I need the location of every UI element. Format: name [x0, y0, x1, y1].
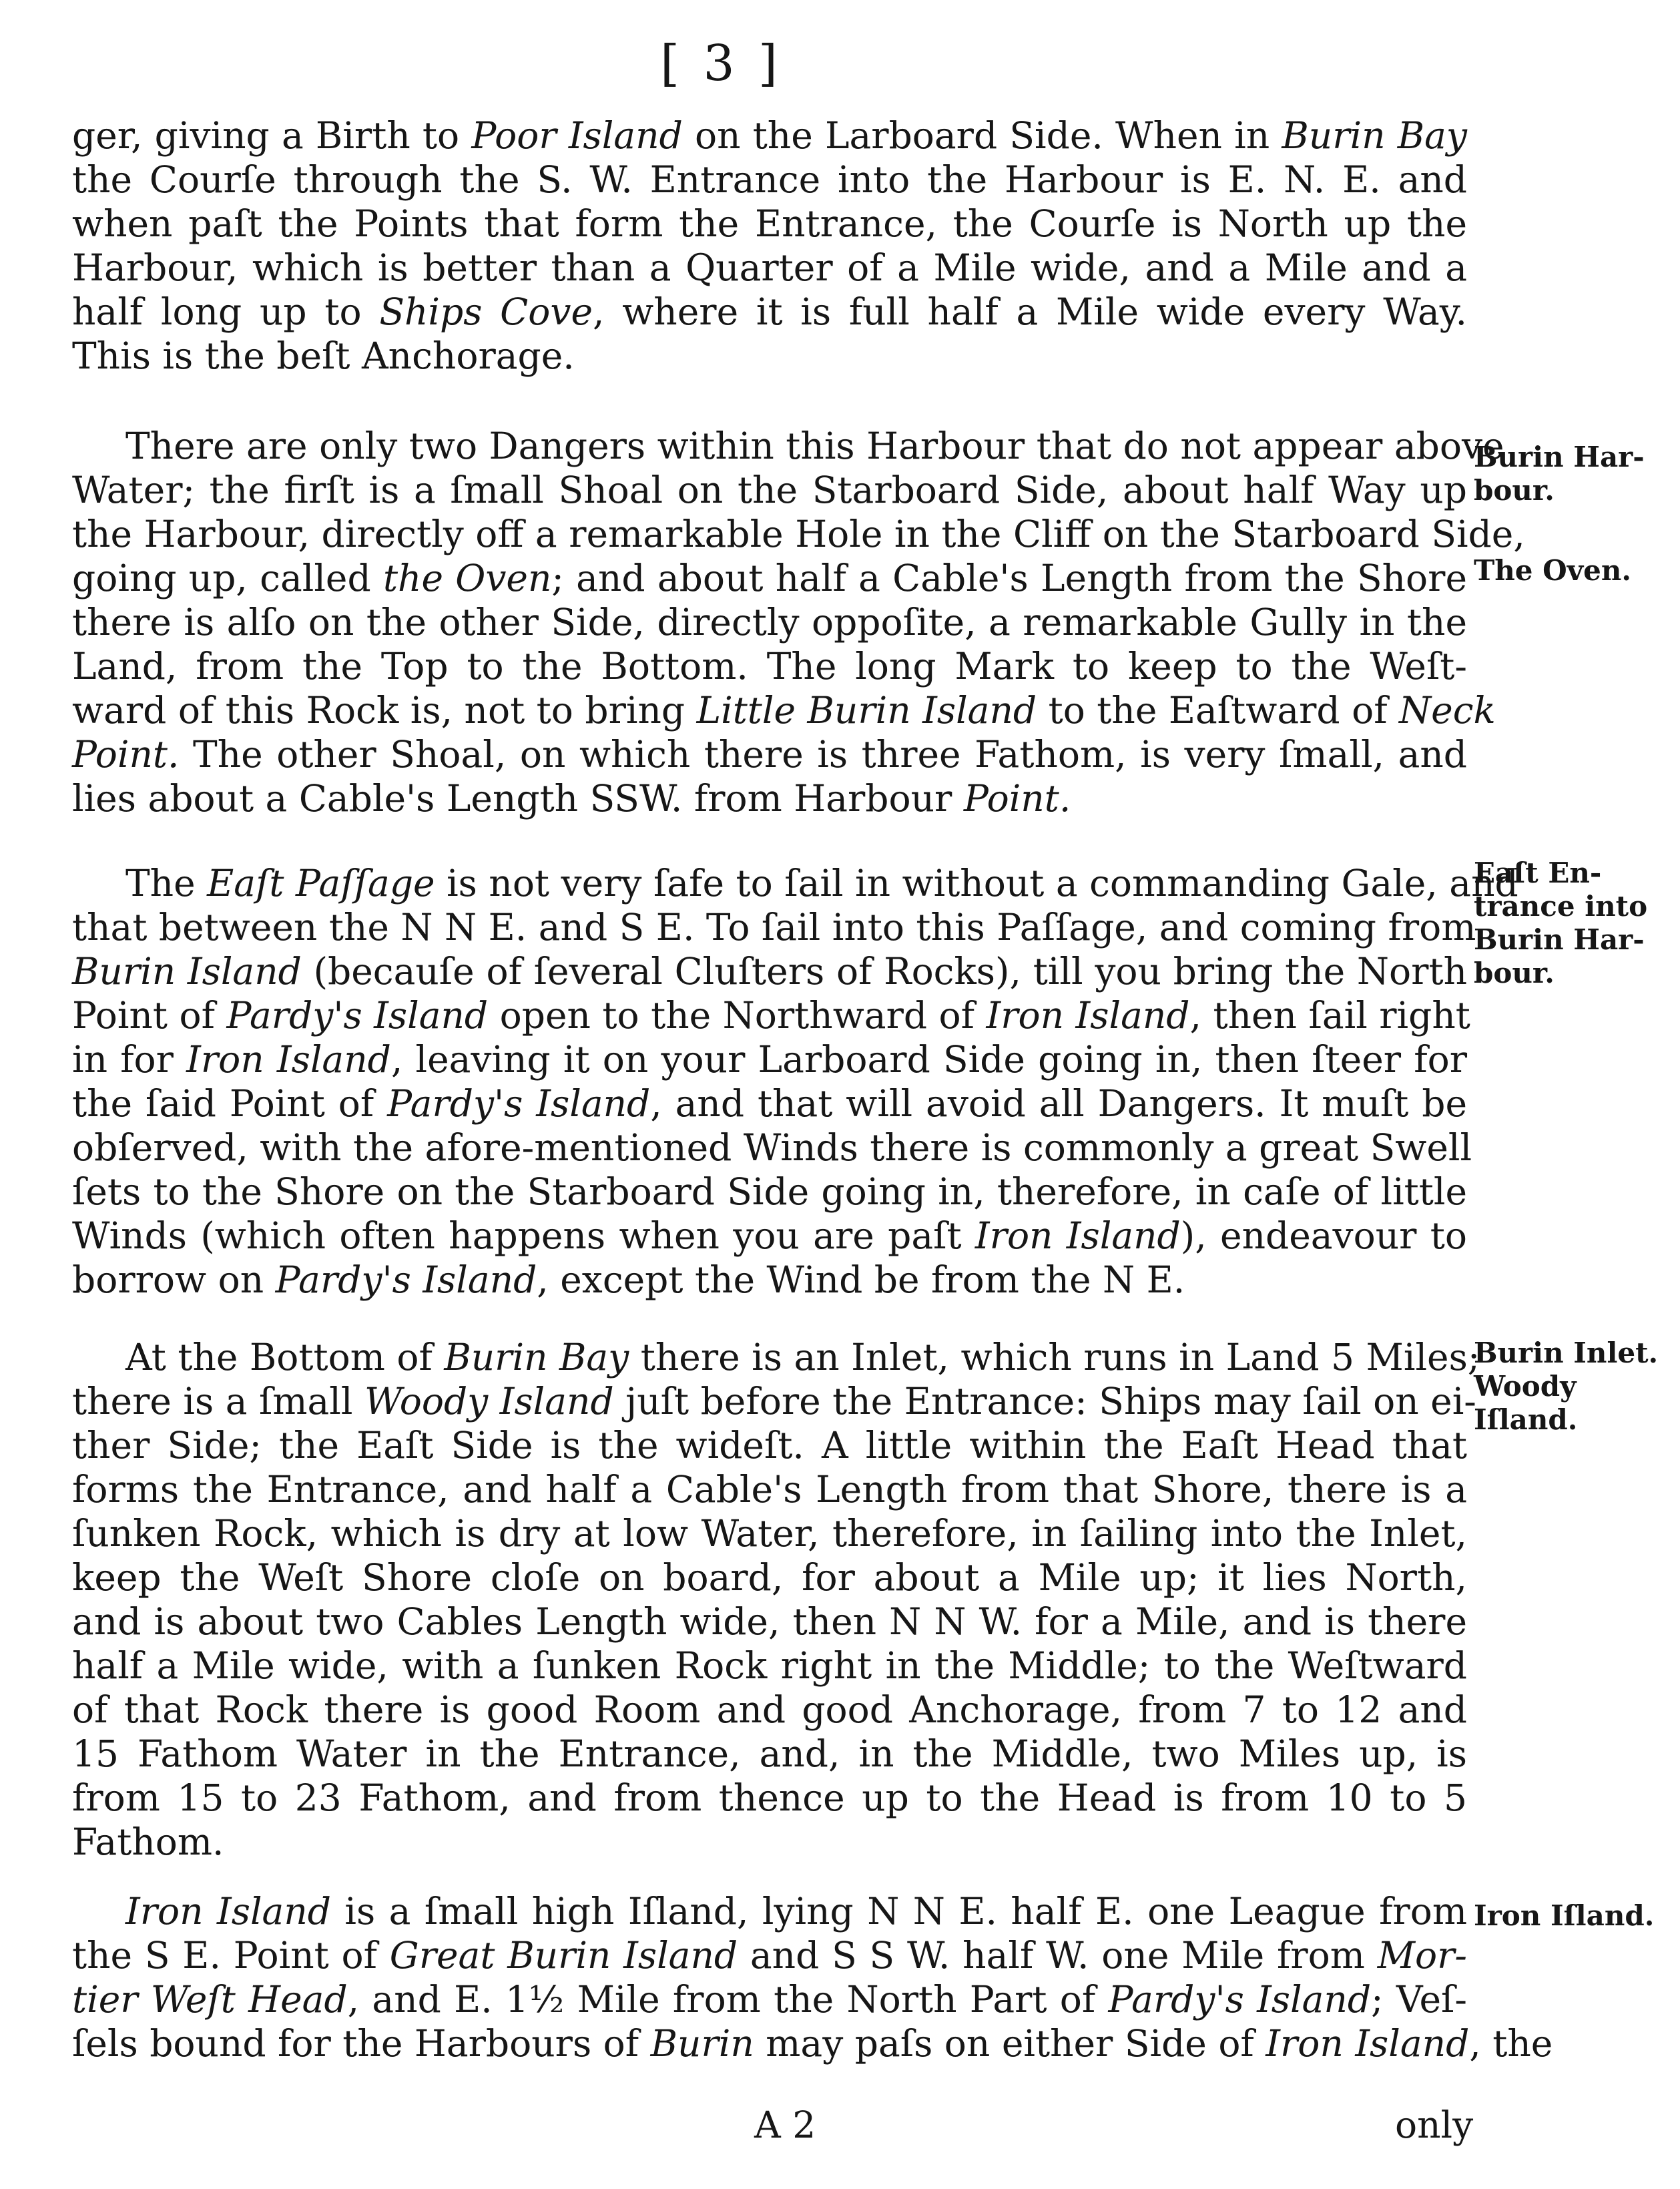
text-line: Point of Pardy's Island open to the Northward of Iron Island, then ſail right [72, 994, 1470, 1037]
text-line: ſels bound for the Harbours of Burin may paſs on either Side of Iron Island, the [72, 2022, 1553, 2065]
margin-note-line: Burin Har- [1474, 923, 1645, 956]
text-line: going up, called the Oven; and about half a Cable's Length from the Shore [72, 557, 1468, 599]
text-line: and is about two Cables Length wide, then N N W. for a Mile, and is there [72, 1600, 1467, 1643]
text-line: the S E. Point of Great Burin Island and S S W. half W. one Mile from Mor- [72, 1934, 1467, 1977]
paragraph-2 [72, 424, 1525, 820]
text-line: in for Iron Island, leaving it on your Larboard Side going in, then ſteer for [72, 1038, 1468, 1081]
margin-note-line: bour. [1474, 474, 1555, 507]
text-line: from 15 to 23 Fathom, and from thence up to the Head is from 10 to 5 [72, 1776, 1467, 1819]
page-number: [ 3 ] [660, 35, 782, 92]
text-line: 15 Fathom Water in the Entrance, and, in the Middle, two Miles up, is [72, 1732, 1467, 1775]
margin-note-line: Eaſt En- [1474, 857, 1602, 889]
text-line: there is a ſmall Woody Island juſt before the Entrance: Ships may ſail on ei- [72, 1380, 1476, 1423]
text-line: when paſt the Points that form the Entrance, the Courſe is North up the [72, 202, 1467, 245]
signature-mark: A 2 [754, 2104, 816, 2146]
text-line: half long up to Ships Cove, where it is full half a Mile wide every Way. [72, 290, 1467, 333]
text-line: the Harbour, directly off a remarkable Hole in the Cliff on the Starboard Side, [72, 513, 1525, 555]
text-line: of that Rock there is good Room and good Anchorage, from 7 to 12 and [72, 1688, 1467, 1731]
text-line: keep the Weſt Shore cloſe on board, for about a Mile up; it lies North, [72, 1556, 1467, 1599]
catchword: only [1395, 2104, 1474, 2146]
margin-note-line: Burin Inlet. [1474, 1336, 1659, 1369]
margin-note-burin-harbour [1474, 441, 1680, 507]
text-line: forms the Entrance, and half a Cable's Length from that Shore, there is a [72, 1468, 1467, 1511]
text-line: ſets to the Shore on the Starboard Side going in, therefore, in caſe of little [72, 1170, 1467, 1213]
margin-note-line: Burin Har- [1474, 441, 1645, 473]
text-line: Burin Island (becauſe of ſeveral Cluſters of Rocks), till you bring the North [72, 950, 1467, 993]
margin-note-line: Iſland. [1474, 1403, 1578, 1436]
margin-note-the-oven [1474, 554, 1680, 587]
margin-note-line: trance into [1474, 890, 1648, 923]
text-line: At the Bottom of Burin Bay there is an Inlet, which runs in Land 5 Miles; [125, 1336, 1480, 1379]
text-line: ther Side; the Eaſt Side is the wideſt. A little within the Eaſt Head that [72, 1424, 1467, 1467]
text-line: ward of this Rock is, not to bring Little Burin Island to the Eaſtward of Neck [72, 689, 1496, 732]
text-line: that between the N N E. and S E. To ſail into this Paſſage, and coming from [72, 906, 1476, 949]
text-line: Land, from the Top to the Bottom. The long Mark to keep to the Weſt- [72, 645, 1467, 688]
margin-note-line: The Oven. [1474, 554, 1632, 587]
text-line: the ſaid Point of Pardy's Island, and that will avoid all Dangers. It muſt be [72, 1082, 1468, 1125]
text-line: lies about a Cable's Length SSW. from Harbour Point. [72, 777, 1071, 820]
paragraph-4 [72, 1335, 1480, 1864]
text-line: Winds (which often happens when you are paſt Iron Island), endeavour to [72, 1214, 1467, 1257]
text-line: tier Weſt Head, and E. 1½ Mile from the North Part of Pardy's Island; Veſ- [72, 1978, 1467, 2021]
text-line: Iron Island is a ſmall high Iſland, lying N N E. half E. one League from [125, 1890, 1467, 1933]
text-line: ger, giving a Birth to Poor Island on the Larboard Side. When in Burin Bay [72, 114, 1467, 157]
text-line: there is alſo on the other Side, directly oppoſite, a remarkable Gully in the [72, 601, 1467, 644]
text-line: ſunken Rock, which is dry at low Water, therefore, in ſailing into the Inlet, [72, 1512, 1467, 1555]
margin-note-line: bour. [1474, 957, 1555, 989]
text-line: Fathom. [72, 1820, 224, 1863]
margin-note-burin-inlet [1474, 1336, 1680, 1437]
text-line: borrow on Pardy's Island, except the Wind be from the N E. [72, 1258, 1185, 1301]
text-line: Point. The other Shoal, on which there is three Fathom, is very ſmall, and [72, 733, 1467, 776]
text-line: Harbour, which is better than a Quarter of a Mile wide, and a Mile and a [72, 246, 1467, 289]
text-line: Water; the firſt is a ſmall Shoal on the Starboard Side, about half Way up [72, 469, 1467, 511]
paragraph-5 [72, 1889, 1553, 2065]
paragraph-1 [72, 113, 1467, 378]
text-line: This is the beſt Anchorage. [72, 334, 575, 377]
margin-note-line: Woody [1474, 1370, 1577, 1403]
text-line: There are only two Dangers within this Harbour that do not appear above [125, 425, 1504, 467]
text-line: half a Mile wide, with a ſunken Rock right in the Middle; to the Weſtward [72, 1644, 1467, 1687]
text-line: obſerved, with the afore-mentioned Winds there is commonly a great Swell [72, 1126, 1472, 1169]
margin-note-east-entrance [1474, 857, 1680, 990]
text-line: The Eaſt Paſſage is not very ſafe to ſail in without a commanding Gale, and [125, 862, 1518, 905]
text-line: the Courſe through the S. W. Entrance into the Harbour is E. N. E. and [72, 158, 1467, 201]
margin-note-iron-island [1474, 1899, 1680, 1933]
margin-note-line: Iron Iſland. [1474, 1899, 1655, 1932]
